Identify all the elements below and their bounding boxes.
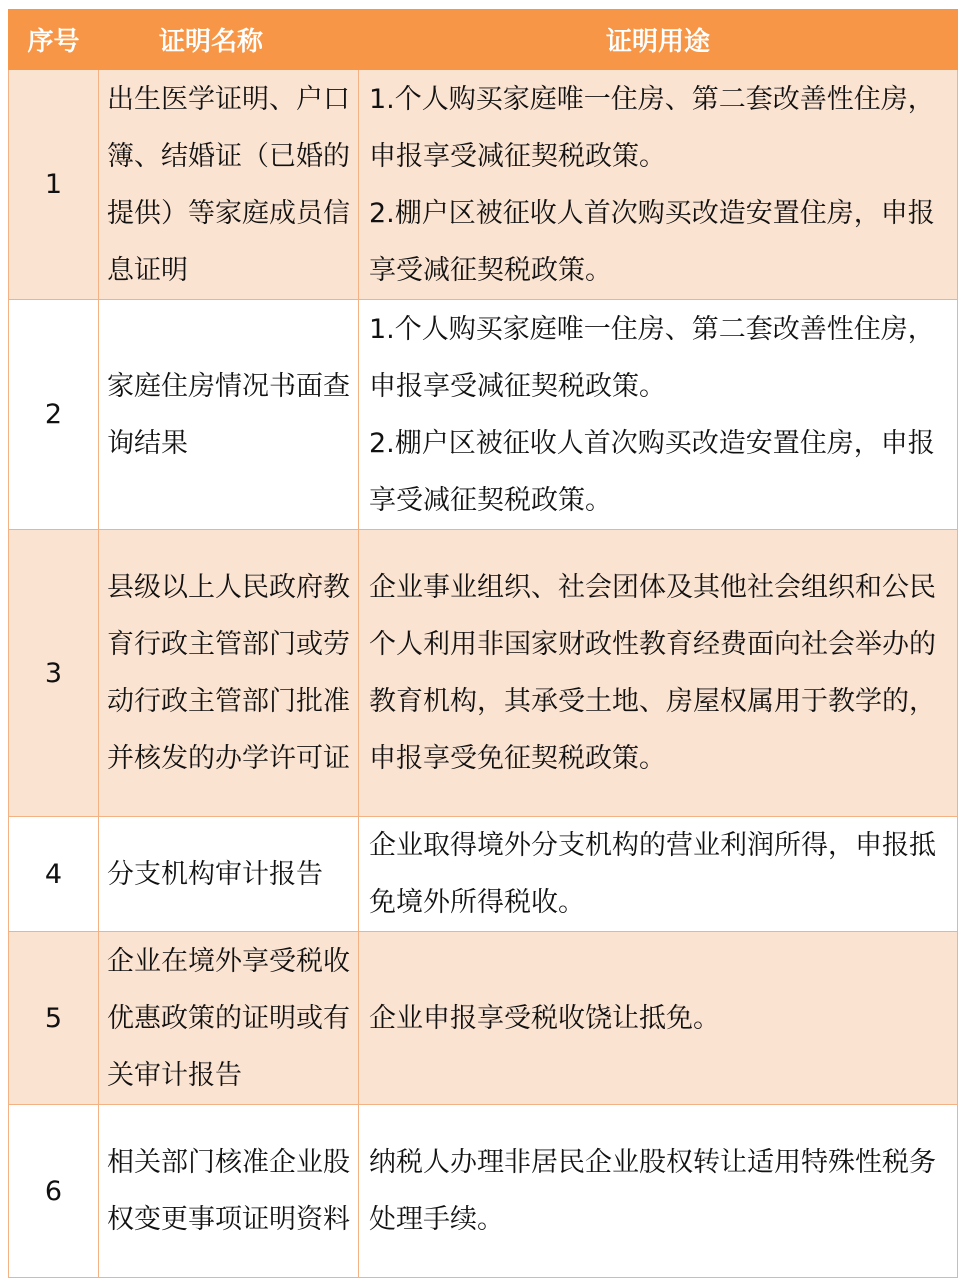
row-index: 3 xyxy=(9,530,99,817)
row-certificate-name: 家庭住房情况书面查询结果 xyxy=(99,300,359,530)
row-certificate-use xyxy=(359,817,958,932)
use-line: 企业申报享受税收饶让抵免。 xyxy=(369,1002,720,1034)
header-index: 序号 xyxy=(9,10,99,70)
table-row xyxy=(9,530,958,817)
use-line: 1.个人购买家庭唯一住房、第二套改善性住房，申报享受减征契税政策。 xyxy=(369,313,935,402)
use-line: 2.棚户区被征收人首次购买改造安置住房，申报享受减征契税政策。 xyxy=(369,427,935,516)
table-row xyxy=(9,300,958,530)
row-certificate-name: 企业在境外享受税收优惠政策的证明或有关审计报告 xyxy=(99,932,359,1105)
header-use: 证明用途 xyxy=(359,10,958,70)
certificate-table xyxy=(8,9,958,1278)
use-line: 企业取得境外分支机构的营业利润所得，申报抵免境外所得税收。 xyxy=(369,830,936,918)
row-index: 2 xyxy=(9,300,99,530)
row-certificate-name: 出生医学证明、户口簿、结婚证（已婚的提供）等家庭成员信息证明 xyxy=(99,70,359,300)
row-certificate-use xyxy=(359,932,958,1105)
row-certificate-name: 分支机构审计报告 xyxy=(99,817,359,932)
use-line: 纳税人办理非居民企业股权转让适用特殊性税务处理手续。 xyxy=(369,1147,936,1235)
row-certificate-use xyxy=(359,300,958,530)
row-certificate-name: 相关部门核准企业股权变更事项证明资料 xyxy=(99,1105,359,1278)
row-index: 4 xyxy=(9,817,99,932)
row-index: 6 xyxy=(9,1105,99,1278)
row-certificate-use xyxy=(359,70,958,300)
table-row xyxy=(9,70,958,300)
row-index: 1 xyxy=(9,70,99,300)
table-row xyxy=(9,1105,958,1278)
row-certificate-name: 县级以上人民政府教育行政主管部门或劳动行政主管部门批准并核发的办学许可证 xyxy=(99,530,359,817)
certificate-table-container xyxy=(8,9,957,1278)
use-line: 1.个人购买家庭唯一住房、第二套改善性住房，申报享受减征契税政策。 xyxy=(369,83,935,172)
row-certificate-use xyxy=(359,1105,958,1278)
use-line: 2.棚户区被征收人首次购买改造安置住房，申报享受减征契税政策。 xyxy=(369,197,935,286)
table-row xyxy=(9,932,958,1105)
row-certificate-use xyxy=(359,530,958,817)
table-row xyxy=(9,817,958,932)
header-name: 证明名称 xyxy=(99,10,359,70)
table-header-row xyxy=(9,10,958,70)
use-line: 企业事业组织、社会团体及其他社会组织和公民个人利用非国家财政性教育经费面向社会举办的教育机构，其承受土地、房屋权属用于教学的，申报享受免征契税政策。 xyxy=(369,572,936,774)
row-index: 5 xyxy=(9,932,99,1105)
